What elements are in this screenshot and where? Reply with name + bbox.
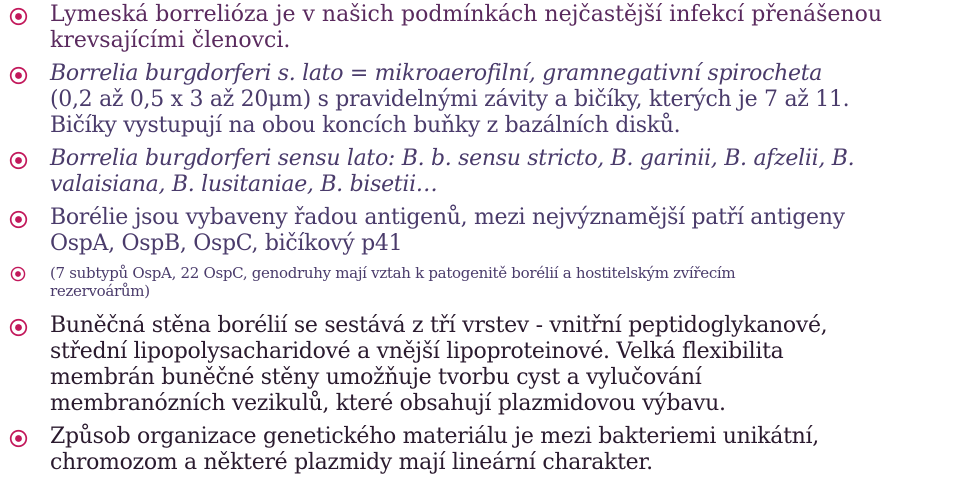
text-line: membrán buněčné stěny umožňuje tvorbu cyst a vylučování	[50, 365, 702, 390]
bullet-text	[50, 313, 953, 417]
target-bullet-icon	[9, 151, 28, 170]
text-line: (7 subtypů OspA, 22 OspC, genodruhy mají vztah k patogenitě borélií a hostitelským zvířecím	[50, 264, 736, 282]
bullet-text	[50, 2, 953, 54]
bullet-text	[50, 205, 953, 257]
text-line: Lymeská borrelióza je v našich podmínkách nejčastější infekcí přenášenou	[50, 2, 883, 27]
target-bullet-icon	[9, 318, 28, 337]
text-line: (0,2 až 0,5 x 3 až 20μm) s pravidelnými závity a bičíky, kterých je 7 až 11.	[50, 87, 850, 112]
text-line: valaisiana, B. lusitaniae, B. bisetii…	[50, 172, 438, 197]
target-bullet-icon	[9, 429, 28, 448]
text-line: rezervoárům)	[50, 282, 150, 300]
text-line: Buněčná stěna borélií se sestává z tří vrstev - vnitřní peptidoglykanové,	[50, 313, 828, 338]
text-line: Způsob organizace genetického materiálu je mezi bakteriemi unikátní,	[50, 424, 819, 449]
species-name: Borrelia burgdorferi s. lato = mikroaerofilní, gramnegativní spirocheta	[50, 61, 823, 86]
text-line: membranózních vezikulů, které obsahují plazmidovou výbavu.	[50, 391, 726, 416]
bullet-text	[50, 264, 953, 300]
text-line: Bičíky vystupují na obou koncích buňky z bazálních disků.	[50, 113, 681, 138]
text-line: střední lipopolysacharidové a vnější lipoproteinové. Velká flexibilita	[50, 339, 784, 364]
text-line: Borrelia burgdorferi sensu lato: B. b. sensu stricto, B. garinii, B. afzelii, B.	[50, 146, 855, 171]
bullet-text	[50, 146, 953, 198]
bullet-text	[50, 61, 953, 139]
text-line	[50, 61, 822, 87]
target-bullet-icon	[10, 266, 26, 282]
text-line: Borélie jsou vybaveny řadou antigenů, mezi nejvýznamější patří antigeny	[50, 205, 845, 230]
text-line: chromozom a některé plazmidy mají lineární charakter.	[50, 450, 653, 475]
text-line: OspA, OspB, OspC, bičíkový p41	[50, 231, 403, 256]
bullet-text	[50, 424, 953, 476]
target-bullet-icon	[9, 7, 28, 26]
target-bullet-icon	[9, 66, 28, 85]
target-bullet-icon	[9, 210, 28, 229]
text-line: krevsajícími členovci.	[50, 28, 291, 53]
